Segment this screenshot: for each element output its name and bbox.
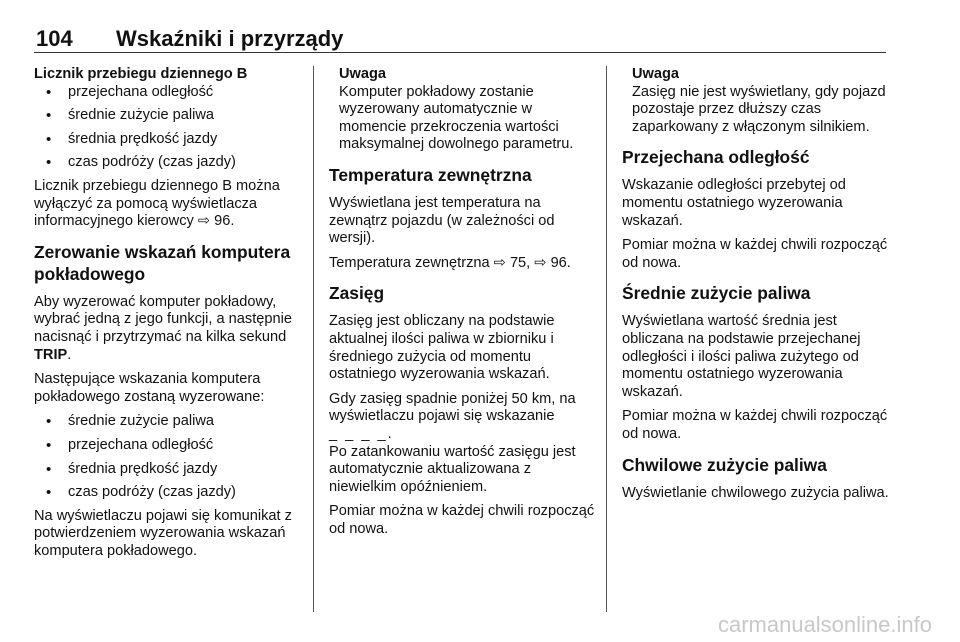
page-header <box>34 0 886 52</box>
header-divider <box>34 52 886 53</box>
column-divider-2 <box>606 66 607 612</box>
column-3 <box>622 66 892 509</box>
note-title: Uwaga <box>339 66 387 82</box>
reset-list <box>34 413 292 501</box>
range-text-1: Zasięg jest obliczany na podstawie aktualnej ilości paliwa w zbiorniku i średniego zużycia od momentu ostatniego wyzerowania wskazań. <box>329 313 555 383</box>
list-item: • średnie zużycie paliwa <box>34 413 292 431</box>
list-item: • średnie zużycie paliwa <box>34 107 292 125</box>
note-text: Komputer pokładowy zostanie wyzerowany automatycznie w momencie przekroczenia wartości maksymalnej dowolnego parametru. <box>339 83 574 153</box>
column-1 <box>34 66 292 567</box>
reset-text-1-body: Aby wyzerować komputer pokładowy, wybrać jedną z jego funkcji, a następnie nacisnąć i przytrzymać na kilka sekund <box>34 293 292 345</box>
list-item: • przejechana odległość <box>34 84 292 102</box>
avg-heading: Średnie zużycie paliwa <box>622 283 811 304</box>
note-text: Zasięg nie jest wyświetlany, gdy pojazd pozostaje przez dłuższy czas zaparkowany z włączonym silnikiem. <box>632 83 886 135</box>
inst-heading: Chwilowe zużycie paliwa <box>622 454 827 475</box>
trip-key: TRIP <box>34 346 68 363</box>
list-item: • średnia prędkość jazdy <box>34 461 292 479</box>
trip-b-list <box>34 84 292 172</box>
avg-text-1: Wyświetlana wartość średnia jest obliczana na podstawie przejechanej odległości i ilości paliwa zużytego od momentu ostatniego wyzerowania wskazań. <box>622 313 861 400</box>
distance-heading: Przejechana odległość <box>622 147 810 168</box>
reset-text-1-end: . <box>67 346 72 363</box>
range-text-3: Po zatankowaniu wartość zasięgu jest automatycznie aktualizowana z niewielkim opóźnieniem. <box>329 443 576 495</box>
inst-text: Wyświetlanie chwilowego zużycia paliwa. <box>622 484 889 501</box>
temp-heading: Temperatura zewnętrzna <box>329 164 532 185</box>
note-title: Uwaga <box>632 66 680 82</box>
list-item: • przejechana odległość <box>34 437 292 455</box>
range-heading: Zasięg <box>329 283 385 304</box>
note-box <box>329 66 599 154</box>
distance-text-2: Pomiar można w każdej chwili rozpocząć od nowa. <box>622 237 888 271</box>
reset-heading: Zerowanie wskazań komputera pokładowego <box>34 241 291 284</box>
range-dashes: _ _ _ _. <box>329 425 394 442</box>
watermark: carmanualsonline.info <box>717 612 932 637</box>
temp-text-2: Temperatura zewnętrzna ⇨ 75, ⇨ 96. <box>329 254 571 271</box>
avg-text-2: Pomiar można w każdej chwili rozpocząć od nowa. <box>622 408 888 442</box>
distance-text-1: Wskazanie odległości przebytej od momentu ostatniego wyzerowania wskazań. <box>622 177 846 229</box>
list-item: • czas podróży (czas jazdy) <box>34 154 292 172</box>
list-item: • czas podróży (czas jazdy) <box>34 484 292 502</box>
column-divider-1 <box>313 66 314 612</box>
reset-text-2: Następujące wskazania komputera pokładowego zostaną wyzerowane: <box>34 371 265 405</box>
range-text-4: Pomiar można w każdej chwili rozpocząć od nowa. <box>329 503 595 537</box>
temp-text-1: Wyświetlana jest temperatura na zewnątrz pojazdu (w zależności od wersji). <box>329 194 555 247</box>
reset-text-3: Na wyświetlaczu pojawi się komunikat z potwierdzeniem wyzerowania wskazań komputera pokładowego. <box>34 507 292 559</box>
page-title: Wskaźniki i przyrządy <box>116 26 344 51</box>
trip-b-text: Licznik przebiegu dziennego B można wyłączyć za pomocą wyświetlacza informacyjnego kierowcy ⇨ 96. <box>34 177 280 230</box>
note-box <box>622 66 892 136</box>
column-2 <box>329 66 599 545</box>
reset-text-1 <box>34 294 292 364</box>
list-item: • średnia prędkość jazdy <box>34 131 292 149</box>
range-text-2: Gdy zasięg spadnie poniżej 50 km, na wyświetlaczu pojawi się wskazanie <box>329 390 576 425</box>
trip-b-heading: Licznik przebiegu dziennego B <box>34 66 248 82</box>
page-number: 104 <box>36 26 73 51</box>
